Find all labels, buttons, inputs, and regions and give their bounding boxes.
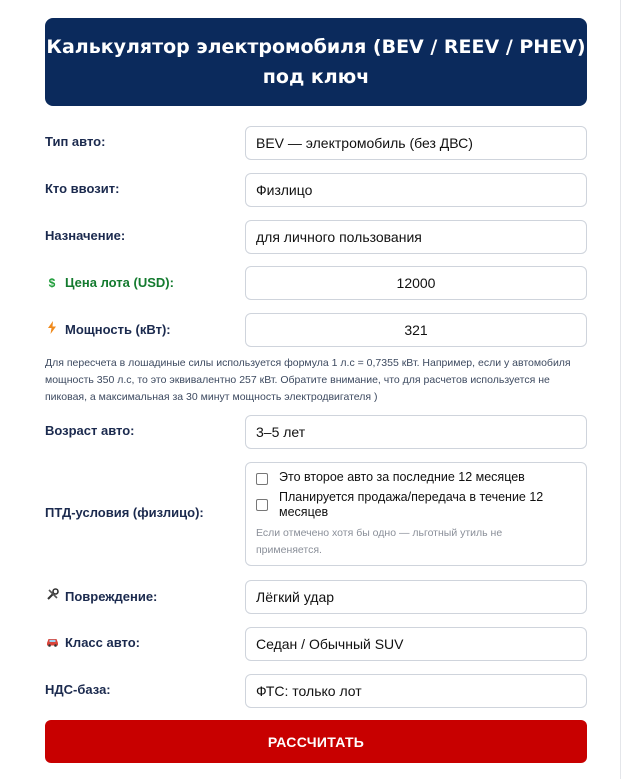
age-select[interactable]: 3–5 лет <box>245 415 587 449</box>
header-title-line2: под ключ <box>262 66 370 88</box>
ptd-hint: Если отмечено хотя бы одно — льготный утиль не применяется. <box>256 527 503 556</box>
damage-label: Повреждение: <box>65 588 158 604</box>
vat-base-select[interactable]: ФТС: только лот <box>245 674 587 708</box>
car-class-label-wrap <box>45 635 140 650</box>
purpose-label: Назначение: <box>45 228 126 243</box>
damage-label-wrap <box>45 588 157 604</box>
lightning-icon <box>45 321 59 337</box>
car-type-select[interactable]: BEV — электромобиль (без ДВС) <box>245 126 587 160</box>
tools-icon <box>45 588 59 604</box>
lot-price-label: Цена лота (USD): <box>65 275 174 290</box>
age-label: Возраст авто: <box>45 423 135 438</box>
calculator-header <box>45 18 587 106</box>
car-class-label: Класс авто: <box>65 635 141 650</box>
car-class-select[interactable]: Седан / Обычный SUV <box>245 627 587 661</box>
car-type-label: Тип авто: <box>45 134 106 149</box>
car-icon <box>45 636 59 650</box>
power-label-wrap <box>45 321 171 337</box>
lot-price-input[interactable]: 12000 <box>245 266 587 300</box>
second-car-option-label[interactable]: Это второе авто за последние 12 месяцев <box>279 470 525 484</box>
vat-base-label: НДС-база: <box>45 682 111 697</box>
power-conversion-note: Для пересчета в лошадиные силы используется формула 1 л.с = 0,7355 кВт. Например, если у автомобиля мощность 350 л.с, то это эквивалентно 257 кВт. Обратите внимание, что для расчетов используется не пиковая, а максимальная за 30 минут мощность электродвигателя ) <box>45 357 571 403</box>
dollar-icon: $ <box>48 275 56 290</box>
power-input[interactable]: 321 <box>245 313 587 347</box>
importer-select[interactable]: Физлицо <box>245 173 587 207</box>
ptd-conditions-box <box>245 462 587 566</box>
ptd-label: ПТД-условия (физлицо): <box>45 505 204 520</box>
purpose-select[interactable]: для личного пользования <box>245 220 587 254</box>
lot-price-label-wrap <box>45 275 174 290</box>
damage-select[interactable]: Лёгкий удар <box>245 580 587 614</box>
resale-option-label[interactable]: Планируется продажа/передача в течение 12 месяцев <box>279 490 544 519</box>
power-label: Мощность (кВт): <box>65 321 171 337</box>
importer-label: Кто ввозит: <box>45 181 120 196</box>
header-title-line1: Калькулятор электромобиля (BEV / REEV / PHEV) <box>46 36 586 58</box>
second-car-checkbox[interactable] <box>256 473 268 485</box>
calculate-button[interactable]: РАССЧИТАТЬ <box>45 720 587 763</box>
resale-checkbox[interactable] <box>256 499 268 511</box>
